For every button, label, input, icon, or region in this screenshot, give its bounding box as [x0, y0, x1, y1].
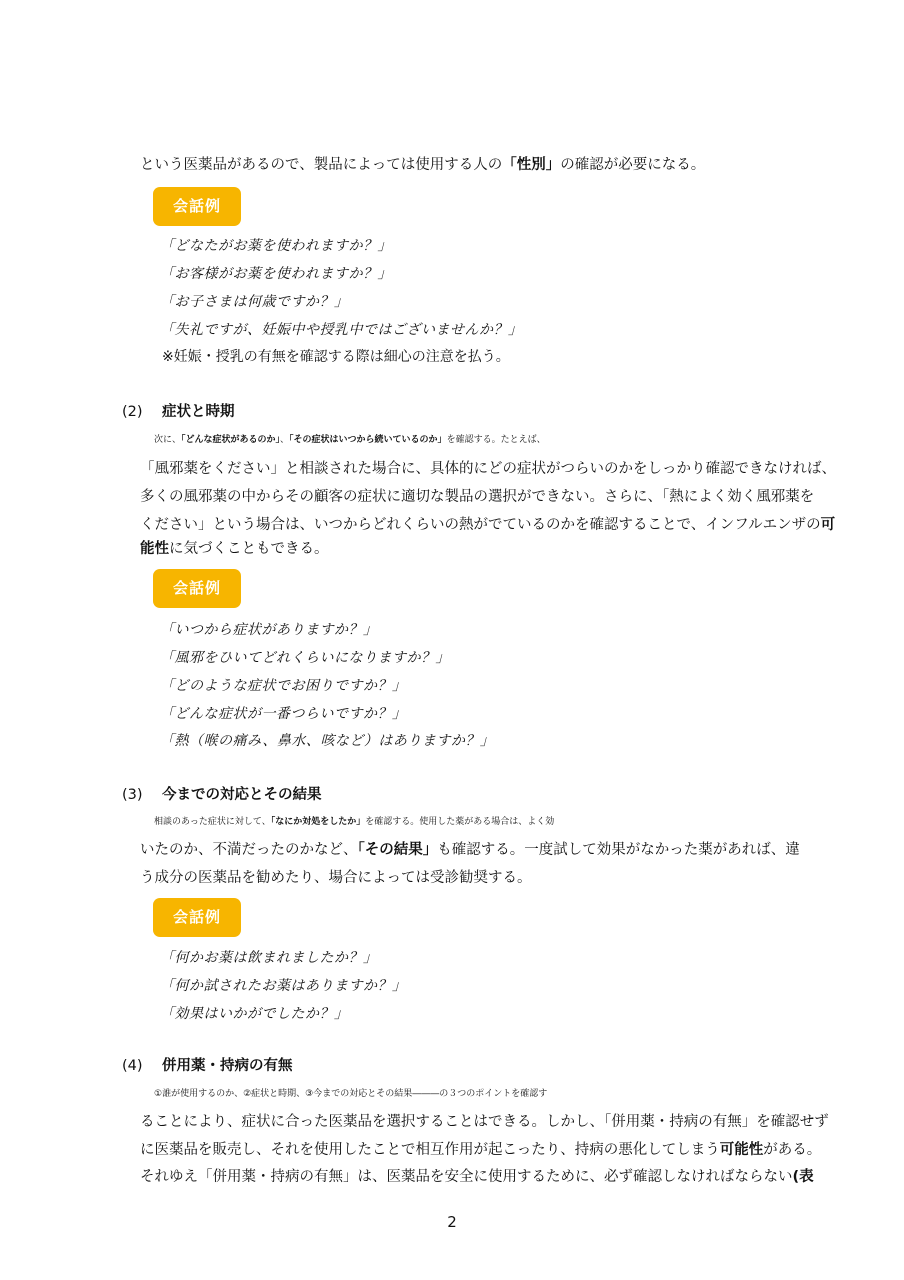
text: 、	[280, 435, 290, 445]
section-title: 今までの対応とその結果	[162, 786, 322, 803]
paragraph-line: ることにより、症状に合った医薬品を選択することはできる。しかし、「併用薬・持病の有無」を確認せず	[140, 1114, 829, 1130]
section-number: (3)	[122, 787, 143, 803]
text: ください」という場合は、いつからどれくらいの熱がでているのかを確認することで、インフルエンザの	[140, 517, 821, 533]
bold-text: 「その症状はいつから続いているのか」	[289, 435, 447, 445]
paragraph-line	[140, 840, 840, 860]
dialogue-example: 「風邪をひいてどれくらいになりますか？」	[160, 650, 450, 666]
dialogue-example: 「何か試されたお薬はありますか？」	[160, 978, 407, 994]
page-number: 2	[447, 1213, 457, 1231]
intro-bold: 「性別」	[502, 157, 561, 173]
section-number: (4)	[122, 1058, 143, 1074]
dialogue-example: 「お子さまは何歳ですか？」	[160, 294, 349, 310]
text: 次に、	[154, 435, 182, 445]
dialogue-example: 「失礼ですが、妊娠中や授乳中ではございませんか？」	[160, 322, 523, 338]
intro-text: という医薬品があるので、製品によっては使用する人の	[140, 157, 503, 173]
text: に医薬品を販売し、それを使用したことで相互作用が起こったり、持病の悪化してしまう	[140, 1142, 720, 1158]
intro-text-end: の確認が必要になる。	[560, 157, 706, 173]
paragraph-line	[140, 539, 840, 559]
bold-text: 「どんな症状があるのか」	[181, 435, 281, 445]
paragraph-line	[140, 515, 840, 535]
section-heading	[122, 785, 322, 805]
text: に気づくこともできる。	[169, 541, 329, 557]
dialogue-example-badge: 会話例	[153, 898, 241, 937]
dialogue-example: 「熱（喉の痛み、鼻水、咳など）はありますか？」	[160, 733, 495, 749]
text: を確認する。たとえば、	[446, 435, 546, 445]
intro-line	[140, 155, 840, 175]
paragraph-line: ①誰が使用するのか、②症状と時期、③今までの対応とその結果―――の３つのポイントを確認す	[154, 1089, 548, 1099]
bold-text: 可	[820, 517, 836, 533]
paragraph-line	[140, 1140, 840, 1160]
text: を確認する。使用した薬がある場合は、よく効	[365, 817, 555, 827]
section-title: 併用薬・持病の有無	[162, 1057, 293, 1074]
text: それゆえ「併用薬・持病の有無」は、医薬品を安全に使用するために、必ず確認しなければならない	[140, 1169, 793, 1185]
paragraph-line: 多くの風邪薬の中からその顧客の症状に適切な製品の選択ができない。さらに、「熱によく効く風邪薬を	[140, 489, 815, 505]
section-number: (2)	[122, 404, 143, 420]
section-heading	[122, 402, 235, 422]
text: がある。	[763, 1142, 822, 1158]
bold-text: 能性	[140, 541, 169, 557]
section-title: 症状と時期	[162, 403, 235, 420]
section-heading	[122, 1056, 293, 1076]
bold-text: 可能性	[719, 1142, 764, 1158]
dialogue-example: 「どなたがお薬を使われますか？」	[160, 238, 392, 254]
dialogue-example: 「どんな症状が一番つらいですか？」	[160, 706, 407, 722]
caution-note: ※妊娠・授乳の有無を確認する際は細心の注意を払う。	[162, 349, 510, 365]
dialogue-example: 「何かお薬は飲まれましたか？」	[160, 950, 378, 966]
paragraph-line: 「風邪薬をください」と相談された場合に、具体的にどの症状がつらいのかをしっかり確認できなければ、	[140, 461, 836, 477]
dialogue-example-badge: 会話例	[153, 569, 241, 608]
dialogue-example-badge: 会話例	[153, 187, 241, 226]
paragraph-line: う成分の医薬品を勧めたり、場合によっては受診勧奨する。	[140, 870, 532, 886]
paragraph-line	[140, 1167, 840, 1187]
dialogue-example: 「お客様がお薬を使われますか？」	[160, 266, 392, 282]
paragraph-line	[154, 812, 854, 832]
dialogue-example: 「どのような症状でお困りですか？」	[160, 678, 407, 694]
text: 相談のあった症状に対して、	[154, 817, 271, 827]
text: も確認する。一度試して効果がなかった薬があれば、違	[437, 842, 800, 858]
dialogue-example: 「効果はいかがでしたか？」	[160, 1006, 349, 1022]
paragraph-line	[154, 430, 854, 450]
text: いたのか、不満だったのかなど、	[140, 842, 358, 858]
dialogue-example: 「いつから症状がありますか？」	[160, 622, 378, 638]
bold-text: (表	[792, 1169, 814, 1185]
bold-text: 「その結果」	[357, 842, 438, 858]
bold-text: 「なにか対処をしたか」	[270, 817, 366, 827]
